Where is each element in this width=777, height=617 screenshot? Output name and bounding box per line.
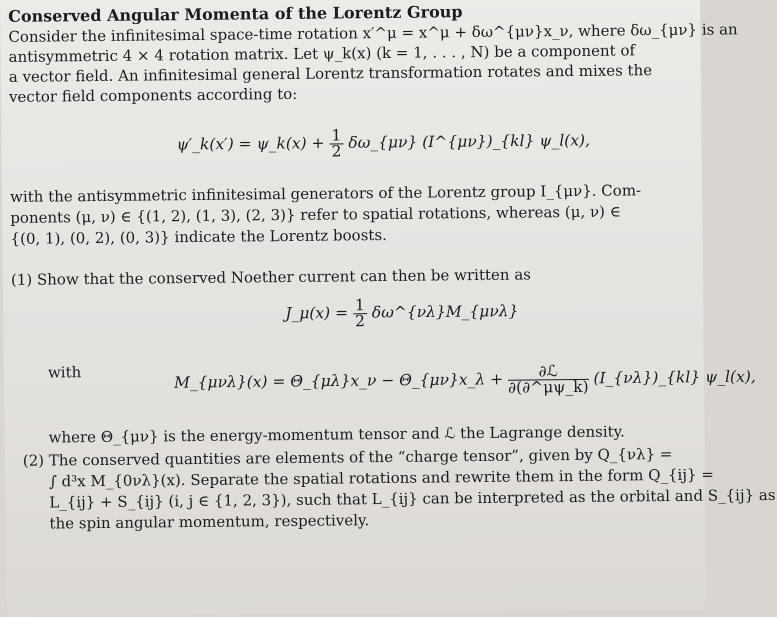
intro-line-4: vector field components according to: [8,84,298,106]
intro-line-2: antisymmetric 4 × 4 rotation matrix. Let ψ_k(x) (k = 1, . . . , N) be a component of [8,41,636,66]
part2-line-4: the spin angular momentum, respectively. [49,511,370,533]
eq2-frac-den: 2 [355,312,366,331]
with-label: with [47,363,82,382]
eq1-frac-den: 2 [331,142,342,161]
eq1-lhs: ψ′_k(x′) = ψ_k(x) + [176,134,325,154]
eq3-frac-den: ∂(∂^μψ_k) [508,377,589,397]
eq2-fraction [353,298,367,329]
part2-line-1: (2) The conserved quantities are elements of the “charge tensor”, given by Q_{νλ} = [22,444,673,470]
eq2-lhs: J_μ(x) = [285,303,349,323]
eq2-rhs: δω^{νλ}M_{μνλ} [371,302,519,322]
eq3-lhs: M_{μνλ}(x) = Θ_{μλ}x_ν − Θ_{μν}x_λ + [173,370,504,392]
equation-noether-current [285,297,518,330]
where-line: where Θ_{μν} is the energy-momentum tensor and ℒ the Lagrange density. [48,422,625,447]
equation-m-tensor [174,362,756,399]
part2-line-3: L_{ij} + S_{ij} (i, j ∈ {1, 2, 3}), such that L_{ij} can be interpreted as the orbital and S_{ij} as [49,485,776,512]
eq3-frac-num: ∂ℒ [508,364,589,381]
eq1-rhs: δω_{μν} (I^{μν})_{kl} ψ_l(x), [348,131,591,152]
eq1-frac-num: 1 [331,126,342,145]
intro-line-3: a vector field. An infinitesimal general Lorentz transformation rotates and mixes the [8,61,653,86]
problem-title: Conserved Angular Momenta of the Lorentz Group [8,2,463,26]
generator-line-1: with the antisymmetric infinitesimal generators of the Lorentz group I_{μν}. Com- [9,181,642,206]
eq1-fraction [329,128,343,159]
part2-line-2: ∫ d³x M_{0νλ}(x). Separate the spatial rotations and rewrite them in the form Q_{ij} = [48,465,714,491]
generator-line-2: ponents (μ, ν) ∈ {(1, 2), (1, 3), (2, 3)} refer to spatial rotations, whereas (μ, ν) ∈ [10,202,621,227]
equation-field-transformation [176,126,590,161]
generator-line-3: {(0, 1), (0, 2), (0, 3)} indicate the Lorentz boosts. [10,225,387,248]
eq2-frac-num: 1 [354,296,365,315]
eq3-fraction [508,364,589,396]
eq3-rhs: (I_{νλ})_{kl} ψ_l(x), [593,367,756,388]
part1-text: (1) Show that the conserved Noether current can then be written as [10,265,532,289]
intro-line-1: Consider the infinitesimal space-time rotation x′^μ = x^μ + δω^{μν}x_ν, where δω_{μν} is an [8,20,738,46]
